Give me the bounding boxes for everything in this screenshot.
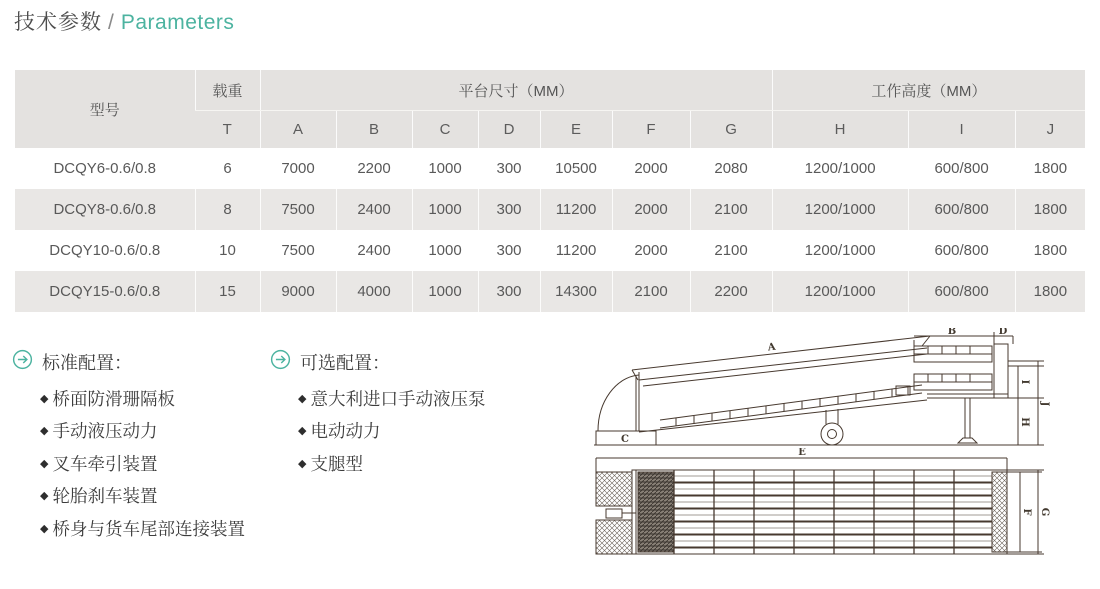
diamond-bullet-icon: ◆	[40, 425, 49, 438]
sub-header-G: G	[690, 111, 772, 149]
dim-label-B: B	[947, 328, 957, 337]
dim-label-H: H	[1019, 417, 1030, 427]
list-item: ◆ 意大利进口手动液压泵	[298, 388, 486, 409]
circle-arrow-icon	[270, 349, 291, 375]
table-group-header-row	[15, 70, 1085, 111]
table-row: DCQY10-0.6/0.8 10 7500 2400 1000 300 11200 2000 2100 1200/1000 600/800 1800	[15, 230, 1085, 271]
sub-header-F: F	[612, 111, 690, 149]
dim-label-J: J	[1039, 401, 1050, 407]
standard-config-heading	[12, 347, 245, 377]
ramp-top-view-drawing	[592, 448, 1052, 566]
standard-config-section	[12, 347, 245, 545]
sub-header-E: E	[540, 111, 612, 149]
model-cell: DCQY8-0.6/0.8	[53, 201, 157, 218]
sub-header-D: D	[478, 111, 540, 149]
column-header-model: 型号	[15, 70, 195, 148]
optional-config-heading	[270, 347, 485, 377]
list-item: ◆ 支腿型	[298, 453, 363, 474]
sub-header-H: H	[772, 111, 908, 149]
column-header-platform-size: 平台尺寸（MM）	[260, 70, 772, 111]
sub-header-I: I	[908, 111, 1015, 149]
standard-config-title: 标准配置：	[42, 353, 132, 373]
model-cell: DCQY10-0.6/0.8	[49, 242, 161, 259]
diamond-bullet-icon: ◆	[298, 392, 307, 405]
list-item: ◆ 手动液压动力	[40, 421, 158, 442]
diamond-bullet-icon: ◆	[40, 490, 49, 503]
optional-config-title: 可选配置：	[300, 353, 390, 373]
diamond-bullet-icon: ◆	[40, 457, 49, 470]
dim-label-I: I	[1019, 379, 1030, 385]
page-title	[14, 6, 234, 36]
dim-label-C: C	[621, 434, 629, 445]
page-title-en: Parameters	[120, 11, 235, 34]
page-title-separator: /	[108, 11, 115, 34]
sub-header-A: A	[260, 111, 336, 149]
sub-header-J: J	[1015, 111, 1085, 149]
table-row: DCQY6-0.6/0.8 6 7000 2200 1000 300 10500 2000 2080 1200/1000 600/800 1800	[15, 148, 1085, 189]
list-item: ◆ 桥面防滑珊隔板	[40, 388, 175, 409]
diamond-bullet-icon: ◆	[298, 457, 307, 470]
sub-header-B: B	[336, 111, 412, 149]
diamond-bullet-icon: ◆	[40, 522, 49, 535]
circle-arrow-icon	[12, 349, 33, 375]
sub-header-T: T	[195, 111, 260, 149]
table-row: DCQY15-0.6/0.8 15 9000 4000 1000 300 14300 2100 2200 1200/1000 600/800 1800	[15, 271, 1085, 312]
column-header-working-height: 工作高度（MM）	[772, 70, 1085, 111]
list-item: ◆ 电动动力	[298, 421, 381, 442]
diamond-bullet-icon: ◆	[40, 392, 49, 405]
page-title-zh: 技术参数	[14, 11, 102, 34]
column-header-load: 载重	[195, 70, 260, 111]
dim-label-D: D	[998, 328, 1008, 337]
dim-label-F: F	[1021, 508, 1032, 516]
table-row: DCQY8-0.6/0.8 8 7500 2400 1000 300 11200 2000 2100 1200/1000 600/800 1800	[15, 189, 1085, 230]
list-item: ◆ 轮胎刹车装置	[40, 486, 158, 507]
sub-header-C: C	[412, 111, 478, 149]
parameters-table	[15, 70, 1085, 312]
model-cell: DCQY15-0.6/0.8	[49, 283, 161, 300]
list-item: ◆ 桥身与货车尾部连接装置	[40, 518, 245, 539]
diamond-bullet-icon: ◆	[298, 425, 307, 438]
dim-label-E: E	[798, 448, 806, 458]
ramp-side-view-drawing	[592, 328, 1097, 452]
list-item: ◆ 叉车牵引装置	[40, 453, 158, 474]
dim-label-G: G	[1039, 507, 1050, 517]
optional-config-section	[270, 347, 485, 480]
model-cell: DCQY6-0.6/0.8	[53, 160, 157, 177]
dim-label-A: A	[767, 341, 777, 354]
